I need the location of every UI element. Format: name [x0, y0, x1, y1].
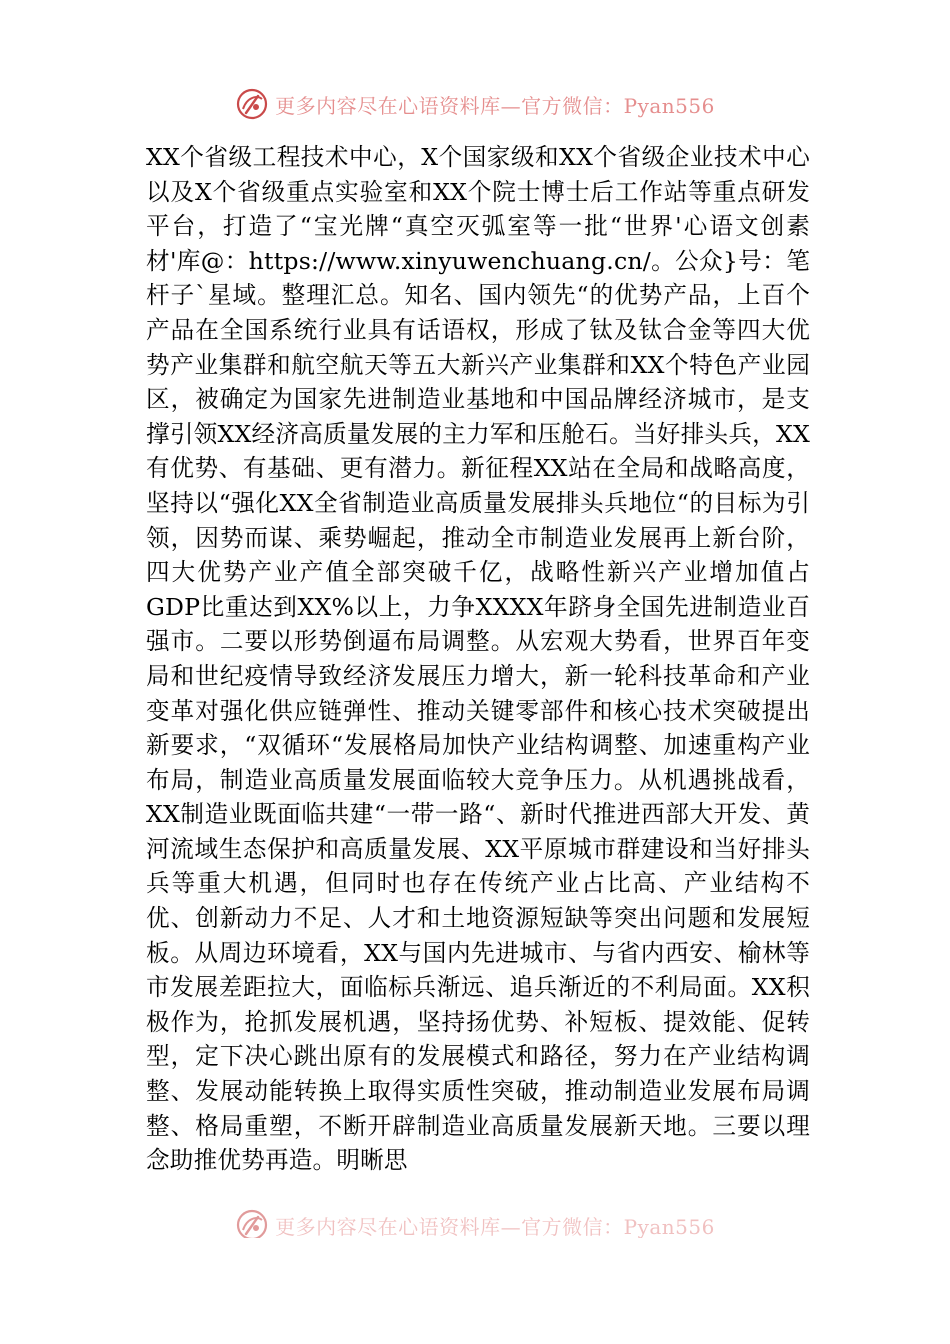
header-watermark-text: 更多内容尽在心语资料库—官方微信：Pyan556 [275, 93, 715, 118]
page-footer [0, 1208, 950, 1238]
brand-logo-icon [235, 87, 269, 121]
footer-brand [235, 1208, 715, 1238]
document-body [146, 140, 810, 1178]
brand-logo-icon [235, 1208, 269, 1238]
footer-watermark-text: 更多内容尽在心语资料库—官方微信：Pyan556 [275, 1214, 715, 1238]
body-paragraph: XX个省级工程技术中心，X个国家级和XX个省级企业技术中心以及X个省级重点实验室和XX个院士博士后工作站等重点研发平台，打造了“宝光牌“真空灭弧室等一批“世界'心语文创素材'库@：https://www.xinyuwenchuang.cn/。公众}号：笔杆子`星域。整理汇总。知名、国内领先“的优势产品，上百个产品在全国系统行业具有话语权，形成了钛及钛合金等四大优势产业集群和航空航天等五大新兴产业集群和XX个特色产业园区，被确定为国家先进制造业基地和中国品牌经济城市，是支撑引领XX经济高质量发展的主力军和压舱石。当好排头兵，XX有优势、有基础、更有潜力。新征程XX站在全局和战略高度，坚持以“强化XX全省制造业高质量发展排头兵地位“的目标为引领，因势而谋、乘势崛起，推动全市制造业发展再上新台阶，四大优势产业产值全部突破千亿，战略性新兴产业增加值占GDP比重达到XX%以上，力争XXXX年跻身全国先进制造业百强市。二要以形势倒逼布局调整。从宏观大势看，世界百年变局和世纪疫情导致经济发展压力增大，新一轮科技革命和产业变革对强化供应链弹性、推动关键零部件和核心技术突破提出新要求，“双循环“发展格局加快产业结构调整、加速重构产业布局，制造业高质量发展面临较大竞争压力。从机遇挑战看，XX制造业既面临共建“一带一路“、新时代推进西部大开发、黄河流域生态保护和高质量发展、XX平原城市群建设和当好排头兵等重大机遇，但同时也存在传统产业占比高、产业结构不优、创新动力不足、人才和土地资源短缺等突出问题和发展短板。从周边环境看，XX与国内先进城市、与省内西安、榆林等市发展差距拉大，面临标兵渐远、追兵渐近的不利局面。XX积极作为，抢抓发展机遇，坚持扬优势、补短板、提效能、促转型，定下决心跳出原有的发展模式和路径，努力在产业结构调整、发展动能转换上取得实质性突破，推动制造业发展布局调整、格局重塑，不断开辟制造业高质量发展新天地。三要以理念助推优势再造。明晰思 [146, 143, 810, 1175]
header-brand [235, 87, 715, 121]
page-header [0, 84, 950, 124]
